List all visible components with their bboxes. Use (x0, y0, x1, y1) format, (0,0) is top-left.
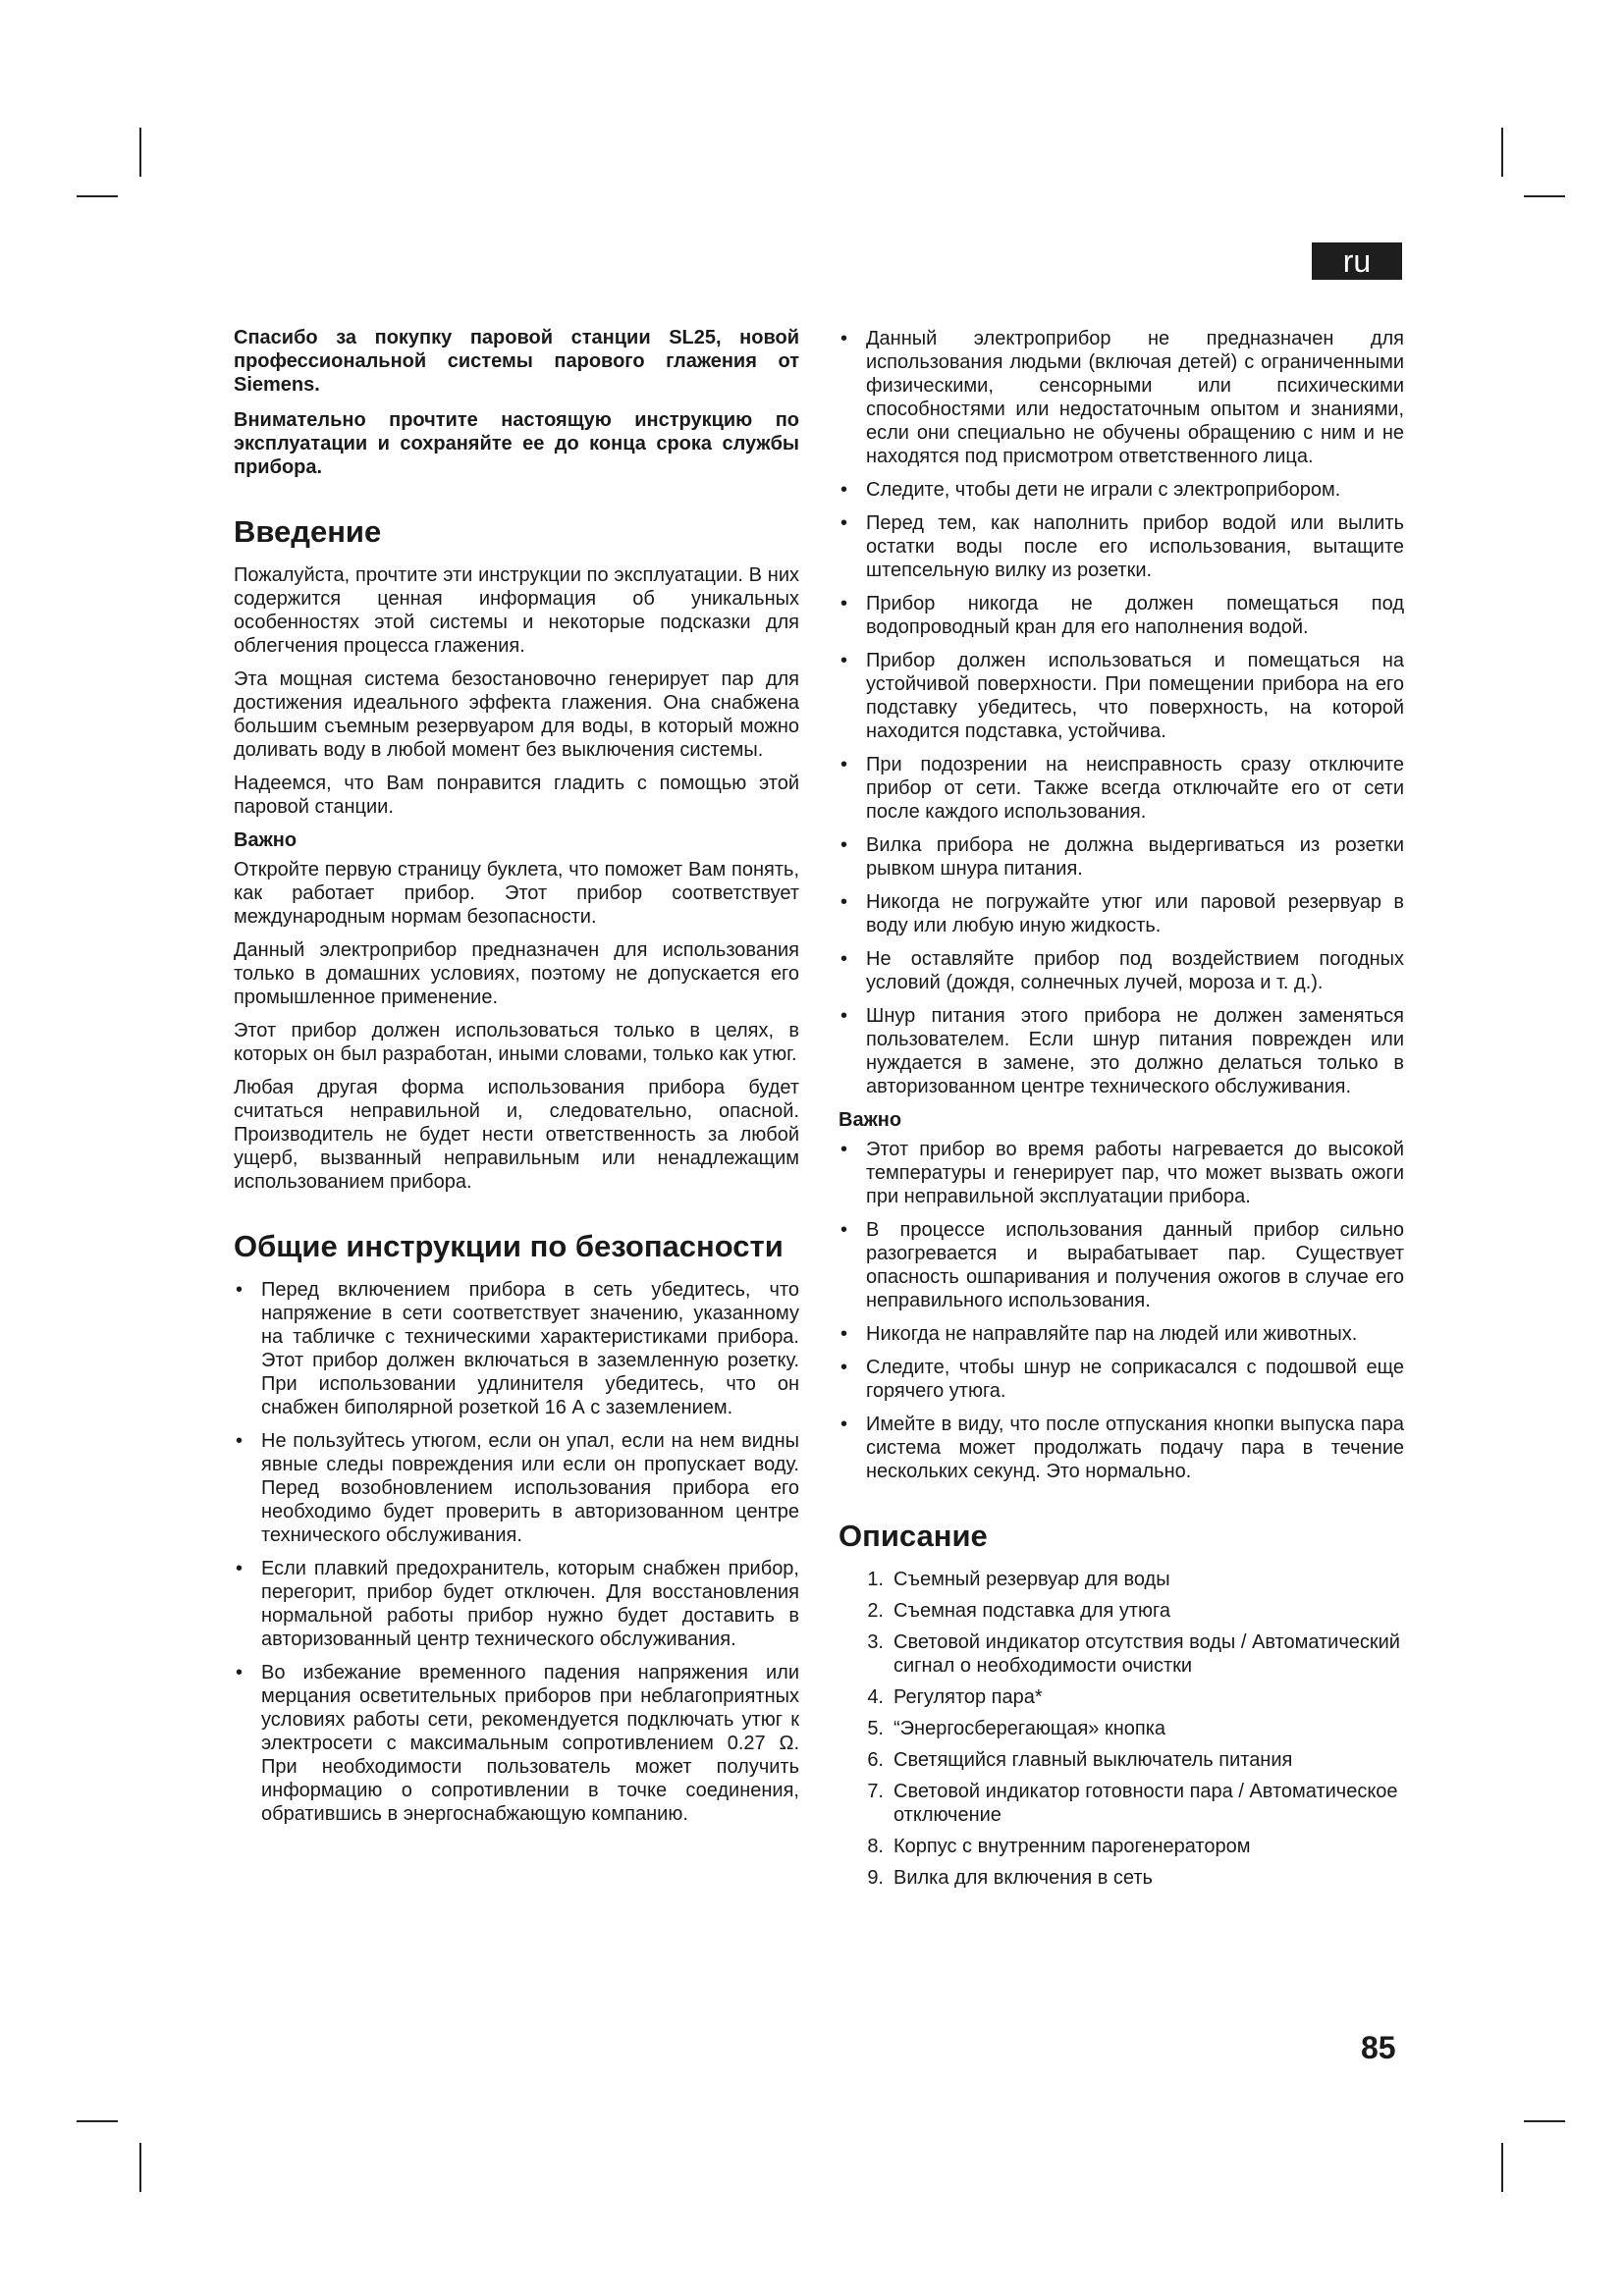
description-item (839, 1568, 1404, 1591)
important-item: • В процессе использования данный прибор сильно разогревается и вырабатывает пар. Существует опасность ошпаривания и получения ожогов в случае его неправильного использования. (839, 1218, 1404, 1312)
crop-mark (1501, 128, 1503, 177)
item-text: Съемная подставка для утюга (893, 1600, 1170, 1622)
important-paragraph: Данный электроприбор предназначен для использования только в домашних условиях, поэтому не допускается его промышленное применение. (234, 939, 799, 1008)
crop-mark (77, 2120, 118, 2122)
intro-read-carefully: Внимательно прочтите настоящую инструкцию по эксплуатации и сохраняйте ее до конца срока службы прибора. (234, 409, 799, 478)
crop-mark (139, 2143, 141, 2192)
important-item: • Этот прибор во время работы нагревается до высокой температуры и генерирует пар, что может вызвать ожоги при неправильной эксплуатации прибора. (839, 1138, 1404, 1208)
item-number: 8. (867, 1836, 884, 1857)
important-label: Важно (839, 1109, 902, 1131)
item-text: “Энергосберегающая» кнопка (893, 1718, 1166, 1739)
item-number: 9. (867, 1867, 884, 1889)
item-number: 6. (867, 1749, 884, 1771)
description-item (839, 1630, 1404, 1678)
intro-thanks: Спасибо за покупку паровой станции SL25, новой профессиональной системы парового глажения от Siemens. (234, 327, 799, 396)
safety-item: • Шнур питания этого прибора не должен заменяться пользователем. Если шнур питания поврежден или нуждается в замене, это должно делаться только в авторизованном центре технического обслуживания. (839, 1004, 1404, 1098)
important-item: • Никогда не направляйте пар на людей или животных. (839, 1322, 1404, 1346)
item-text: Вилка для включения в сеть (893, 1867, 1153, 1889)
crop-mark (1524, 2120, 1565, 2122)
safety-item: • Не пользуйтесь утюгом, если он упал, если на нем видны явные следы повреждения или если он пропускает воду. Перед возобновлением использования прибора его необходимо будет проверить в авторизованном центре технического обслуживания. (234, 1429, 799, 1547)
description-item (839, 1748, 1404, 1772)
right-column (839, 327, 1404, 1897)
important-paragraph: Откройте первую страницу буклета, что поможет Вам понять, как работает прибор. Этот прибор соответствует международным нормам безопасности. (234, 859, 799, 928)
crop-mark (1524, 195, 1565, 197)
item-number: 1. (867, 1569, 884, 1590)
intro-heading: Введение (234, 514, 382, 549)
item-text: Светящийся главный выключатель питания (893, 1749, 1293, 1771)
description-item (839, 1717, 1404, 1740)
important-list (839, 1138, 1404, 1483)
item-number: 5. (867, 1718, 884, 1739)
safety-item: • Если плавкий предохранитель, которым снабжен прибор, перегорит, прибор будет отключен. Для восстановления нормальной работы прибор нужно будет доставить в авторизованный центр технического обслуживания. (234, 1557, 799, 1651)
page-number: 85 (1361, 2030, 1396, 2065)
safety-item: • Вилка прибора не должна выдергиваться из розетки рывком шнура питания. (839, 833, 1404, 881)
item-number: 7. (867, 1781, 884, 1802)
safety-item: • Прибор должен использоваться и помещаться на устойчивой поверхности. При помещении прибора на его подставку убедитесь, что поверхность, на которой находится подставка, устойчива. (839, 649, 1404, 743)
important-item: • Имейте в виду, что после отпускания кнопки выпуска пара система может продолжать подачу пара в течение нескольких секунд. Это нормально. (839, 1413, 1404, 1483)
item-text: Регулятор пара* (893, 1686, 1043, 1708)
left-column (234, 326, 799, 1836)
crop-mark (139, 128, 141, 177)
safety-list-right (839, 327, 1404, 1098)
intro-paragraph: Пожалуйста, прочтите эти инструкции по эксплуатации. В них содержится ценная информация об уникальных особенностях этой системы и некоторые подсказки для облегчения процесса глажения. (234, 564, 799, 657)
safety-list-left (234, 1278, 799, 1826)
safety-item: • Не оставляйте прибор под воздействием погодных условий (дождя, солнечных лучей, мороза и т. д.). (839, 947, 1404, 994)
item-number: 2. (867, 1600, 884, 1622)
item-text: Световой индикатор отсутствия воды / Автоматический сигнал о необходимости очистки (893, 1631, 1400, 1677)
description-heading: Описание (839, 1519, 988, 1553)
item-number: 4. (867, 1686, 884, 1708)
important-label: Важно (234, 829, 298, 851)
safety-item: • Прибор никогда не должен помещаться под водопроводный кран для его наполнения водой. (839, 592, 1404, 639)
language-tab: ru (1312, 242, 1402, 280)
description-item (839, 1780, 1404, 1827)
description-item (839, 1599, 1404, 1623)
important-item: • Следите, чтобы шнур не соприкасался с подошвой еще горячего утюга. (839, 1356, 1404, 1403)
safety-item: • Перед включением прибора в сеть убедитесь, что напряжение в сети соответствует значению, указанному на табличке с техническими характеристиками прибора. Этот прибор должен включаться в заземленную розетку. При использовании удлинителя убедитесь, что он снабжен биполярной розеткой 16 А с заземлением. (234, 1278, 799, 1419)
safety-item: • Следите, чтобы дети не играли с электроприбором. (839, 478, 1404, 502)
safety-heading: Общие инструкции по безопасности (234, 1229, 784, 1263)
crop-mark (1501, 2143, 1503, 2192)
item-text: Корпус с внутренним парогенератором (893, 1836, 1251, 1857)
description-list (839, 1568, 1404, 1890)
important-paragraph: Этот прибор должен использоваться только в целях, в которых он был разработан, иными словами, только как утюг. (234, 1020, 799, 1065)
item-text: Световой индикатор готовности пара / Автоматическое отключение (893, 1781, 1398, 1826)
description-item (839, 1835, 1404, 1858)
crop-mark (77, 195, 118, 197)
safety-item: • Никогда не погружайте утюг или паровой резервуар в воду или любую иную жидкость. (839, 890, 1404, 937)
safety-item: • Данный электроприбор не предназначен для использования людьми (включая детей) с ограниченными физическими, сенсорными или психическими способностями или недостаточным опытом и знаниями, если они специально не обучены обращению с ним и не находятся под присмотром ответственного лица. (839, 327, 1404, 468)
description-item (839, 1685, 1404, 1709)
important-paragraph: Любая другая форма использования прибора будет считаться неправильной и, следовательно, опасной. Производитель не будет нести ответственность за любой ущерб, вызванный неправильным или ненадлежащим использованием прибора. (234, 1077, 799, 1193)
description-item (839, 1866, 1404, 1890)
item-text: Съемный резервуар для воды (893, 1569, 1170, 1590)
safety-item: • Перед тем, как наполнить прибор водой или вылить остатки воды после его использования, вытащите штепсельную вилку из розетки. (839, 511, 1404, 582)
intro-paragraph: Надеемся, что Вам понравится гладить с помощью этой паровой станции. (234, 773, 799, 818)
item-number: 3. (867, 1631, 884, 1653)
safety-item: • Во избежание временного падения напряжения или мерцания осветительных приборов при неблагоприятных условиях работы сети, рекомендуется подключать утюг к электросети с максимальным сопротивлением 0.27 Ω. При необходимости пользователь может получить информацию о сопротивлении в точке соединения, обратившись в энергоснабжающую компанию. (234, 1661, 799, 1826)
intro-paragraph: Эта мощная система безостановочно генерирует пар для достижения идеального эффекта глажения. Она снабжена большим съемным резервуаром для воды, в который можно доливать воду в любой момент без выключения системы. (234, 668, 799, 761)
safety-item: • При подозрении на неисправность сразу отключите прибор от сети. Также всегда отключайте его от сети после каждого использования. (839, 753, 1404, 824)
